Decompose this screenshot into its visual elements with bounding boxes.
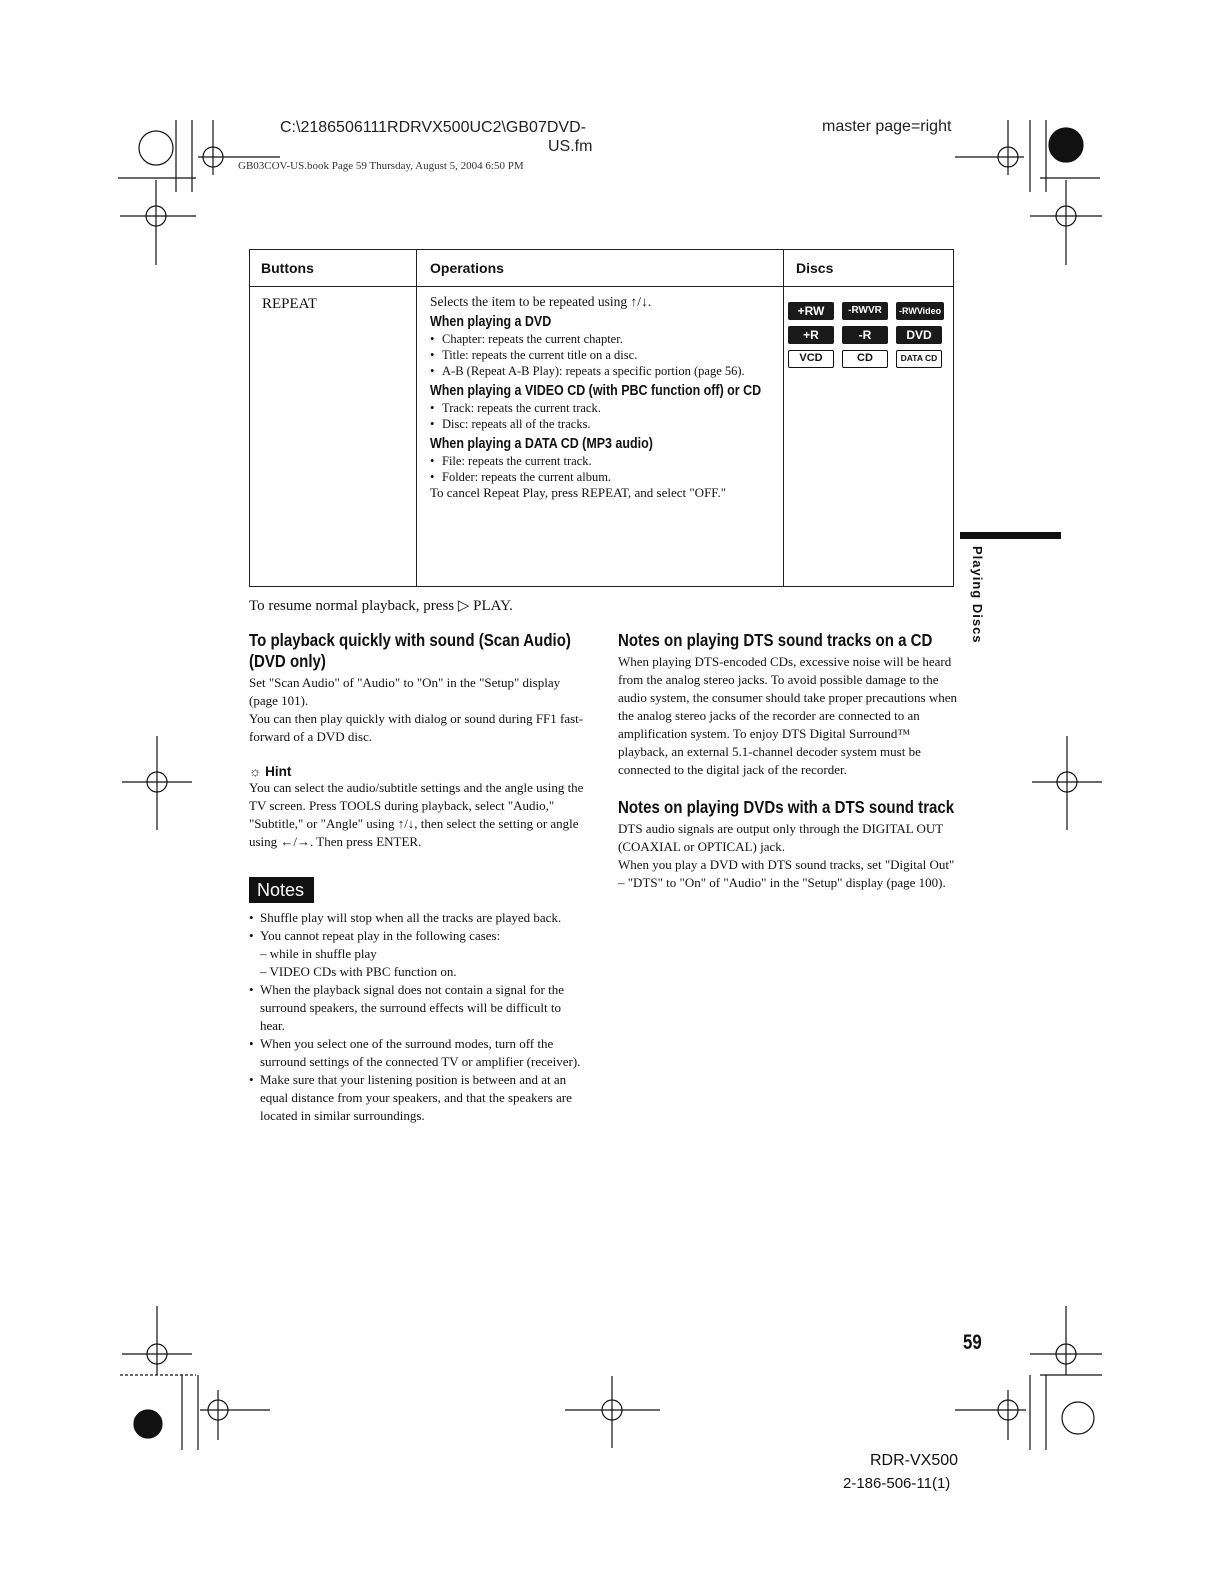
color-target-icon — [1049, 128, 1083, 162]
list-item: • When you select one of the surround modes, turn off the surround settings of the connected TV or amplifier (receiver). — [249, 1035, 589, 1071]
color-target-icon — [134, 1410, 162, 1438]
section-tab-label: Playing Discs — [970, 546, 985, 644]
list-item: • When the playback signal does not contain a signal for the surround speakers, the surround effects will be difficult to hear. — [249, 981, 589, 1035]
col-header-discs: Discs — [796, 260, 834, 276]
disc-badge-data-cd: DATA CD — [896, 350, 942, 368]
sub-list-item: – VIDEO CDs with PBC function on. — [260, 963, 589, 981]
operations-lead: Selects the item to be repeated using ↑/↓. — [430, 294, 652, 309]
col-header-operations: Operations — [430, 260, 504, 276]
list-item: • Make sure that your listening position is between and at an equal distance from your speakers, and that the speakers are located in similar surroundings. — [249, 1071, 589, 1125]
list-item: • Folder: repeats the current album. — [430, 469, 775, 485]
left-column — [249, 630, 589, 1125]
hint-text: You can select the audio/subtitle settings and the angle using the TV screen. Press TOOLS during playback, select "Audio," "Subtitle," or "Angle" using ↑/↓, then select the setting or angle using ←/→. Then press ENTER. — [249, 780, 584, 849]
disc-badge-cd: CD — [842, 350, 888, 368]
section-title: When playing a VIDEO CD (with PBC function off) or CD — [430, 383, 762, 399]
disc-badges — [788, 302, 948, 374]
notes-heading: Notes — [249, 877, 314, 903]
list-item — [249, 927, 589, 981]
dts-cd-text: When playing DTS-encoded CDs, excessive noise will be heard from the analog stereo jacks. To avoid possible damage to the audio system, the consumer should take proper precautions when the analog stereo jacks of the recorder are connected to an amplification system. To enjoy DTS Digital Surround™ playback, an external 5.1-channel decoder system must be connected to the digital jack of the recorder. — [618, 654, 957, 777]
disc-badge-dvd: DVD — [896, 326, 942, 344]
operations-cell — [430, 294, 775, 501]
list-item: • File: repeats the current track. — [430, 453, 775, 469]
list-item: • Title: repeats the current title on a disc. — [430, 347, 775, 363]
dts-dvd-heading: Notes on playing DVDs with a DTS sound track — [618, 797, 955, 817]
scan-audio-heading: To playback quickly with sound (Scan Audio) (DVD only) — [249, 630, 571, 671]
section-title: When playing a DATA CD (MP3 audio) — [430, 436, 653, 452]
lightbulb-icon: ☼ — [249, 764, 262, 779]
section-title: When playing a DVD — [430, 314, 552, 330]
buttons-table — [249, 249, 954, 587]
right-column — [618, 630, 960, 892]
notes-list — [249, 909, 589, 1125]
disc-badge-minus-rw-vr: -RWVR — [842, 302, 888, 320]
disc-badge-minus-r: -R — [842, 326, 888, 344]
footer-code: 2-186-506-11(1) — [843, 1475, 951, 1492]
disc-badge-vcd: VCD — [788, 350, 834, 368]
list-item: • Chapter: repeats the current chapter. — [430, 331, 775, 347]
hint-title: Hint — [265, 764, 292, 779]
hint-heading — [249, 764, 589, 779]
dts-cd-heading: Notes on playing DTS sound tracks on a CD — [618, 630, 933, 650]
header-file-path: C:\2186506111RDRVX500UC2\GB07DVD- — [280, 119, 586, 136]
dts-dvd-text: DTS audio signals are output only through the DIGITAL OUT (COAXIAL or OPTICAL) jack. — [618, 821, 943, 854]
col-header-buttons: Buttons — [261, 260, 314, 276]
resume-text: To resume normal playback, press ▷ PLAY. — [249, 598, 513, 614]
section-tab-bar — [960, 532, 1061, 539]
scan-audio-text-2: You can then play quickly with dialog or sound during FF1 fast-forward of a DVD disc. — [249, 711, 584, 744]
list-item: • Disc: repeats all of the tracks. — [430, 416, 775, 432]
disc-badge-plus-rw: +RW — [788, 302, 834, 320]
button-name-repeat: REPEAT — [262, 296, 318, 312]
list-item: • Track: repeats the current track. — [430, 400, 775, 416]
header-master-page: master page=right — [822, 118, 952, 135]
dts-dvd-text-2: When you play a DVD with DTS sound tracks, set "Digital Out" – "DTS" to "On" of "Audio" in the "Setup" display (page 100). — [618, 857, 955, 890]
list-item-text: You cannot repeat play in the following cases: — [260, 928, 501, 943]
disc-badge-plus-r: +R — [788, 326, 834, 344]
header-book-info: GB03COV-US.book Page 59 Thursday, August 5, 2004 6:50 PM — [238, 160, 524, 172]
cancel-note: To cancel Repeat Play, press REPEAT, and select "OFF." — [430, 485, 727, 500]
sub-list-item: – while in shuffle play — [260, 945, 589, 963]
list-item: • Shuffle play will stop when all the tracks are played back. — [249, 909, 589, 927]
color-target-icon — [139, 131, 173, 165]
disc-badge-minus-rw-video: -RWVideo — [896, 302, 944, 320]
page-number: 59 — [963, 1331, 982, 1354]
color-target-icon — [1062, 1402, 1094, 1434]
footer-model: RDR-VX500 — [870, 1452, 959, 1469]
scan-audio-text: Set "Scan Audio" of "Audio" to "On" in the "Setup" display (page 101). — [249, 675, 561, 708]
header-file-path-2: US.fm — [548, 138, 593, 155]
list-item: • A-B (Repeat A-B Play): repeats a specific portion (page 56). — [430, 363, 775, 379]
